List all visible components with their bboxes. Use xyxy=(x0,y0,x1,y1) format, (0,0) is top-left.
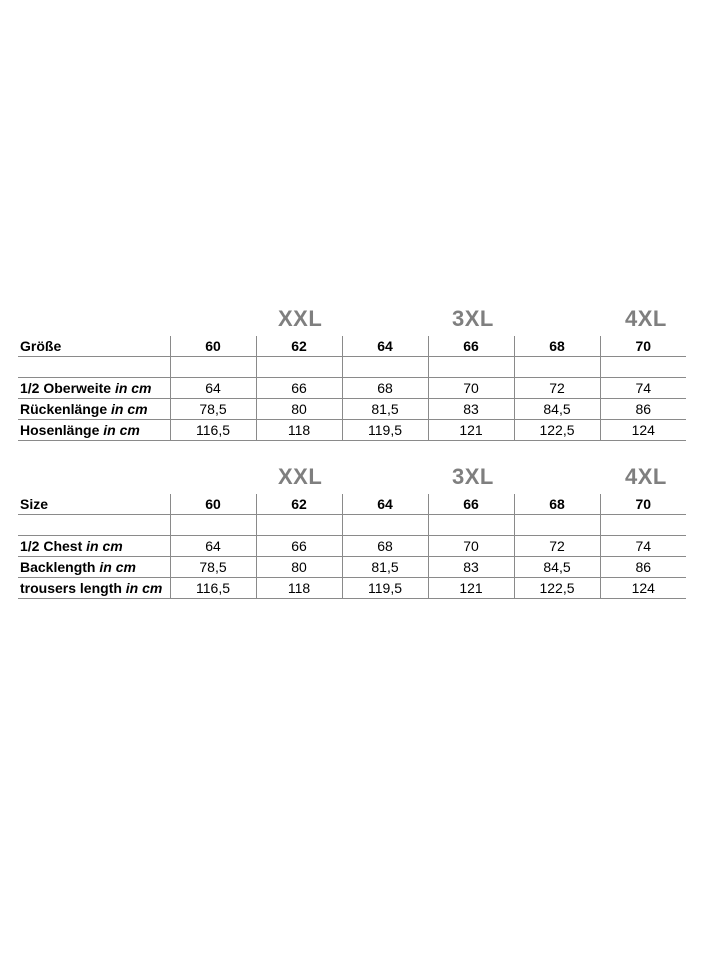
value-cell: 116,5 xyxy=(170,578,256,599)
row-label xyxy=(18,536,170,557)
value-cell: 64 xyxy=(170,536,256,557)
value-cell: 84,5 xyxy=(514,557,600,578)
table-header-row xyxy=(18,336,686,357)
value-cell: 66 xyxy=(256,378,342,399)
value-cell: 80 xyxy=(256,399,342,420)
table-row xyxy=(18,557,686,578)
value-cell: 72 xyxy=(514,536,600,557)
row-label xyxy=(18,420,170,441)
value-cell: 86 xyxy=(600,399,686,420)
value-cell: 119,5 xyxy=(342,578,428,599)
value-cell: 83 xyxy=(428,557,514,578)
value-cell: 121 xyxy=(428,420,514,441)
value-cell: 124 xyxy=(600,420,686,441)
value-cell: 64 xyxy=(170,378,256,399)
size-cell: 68 xyxy=(514,494,600,515)
size-label-xxl: XXL xyxy=(278,306,323,331)
size-label-3xl: 3XL xyxy=(452,464,494,489)
size-chart-german xyxy=(18,306,686,441)
value-cell: 118 xyxy=(256,578,342,599)
row-label-text: Hosenlänge xyxy=(20,422,100,438)
table-row xyxy=(18,536,686,557)
size-cell: 68 xyxy=(514,336,600,357)
row-label xyxy=(18,378,170,399)
value-cell: 86 xyxy=(600,557,686,578)
value-cell: 83 xyxy=(428,399,514,420)
table-spacer-row xyxy=(18,357,686,378)
size-cell: 60 xyxy=(170,494,256,515)
value-cell: 122,5 xyxy=(514,578,600,599)
size-cell: 64 xyxy=(342,494,428,515)
value-cell: 78,5 xyxy=(170,557,256,578)
measurement-table xyxy=(18,494,686,599)
row-label-text: Backlength xyxy=(20,559,96,575)
value-cell: 70 xyxy=(428,536,514,557)
size-label-4xl: 4XL xyxy=(625,306,667,331)
size-cell: 60 xyxy=(170,336,256,357)
value-cell: 78,5 xyxy=(170,399,256,420)
size-cell: 66 xyxy=(428,336,514,357)
table-header-row xyxy=(18,494,686,515)
size-chart-english xyxy=(18,464,686,599)
value-cell: 74 xyxy=(600,378,686,399)
value-cell: 74 xyxy=(600,536,686,557)
value-cell: 116,5 xyxy=(170,420,256,441)
size-label-4xl: 4XL xyxy=(625,464,667,489)
table-row xyxy=(18,420,686,441)
size-cell: 70 xyxy=(600,494,686,515)
value-cell: 121 xyxy=(428,578,514,599)
value-cell: 124 xyxy=(600,578,686,599)
header-label: Size xyxy=(18,494,170,515)
value-cell: 122,5 xyxy=(514,420,600,441)
value-cell: 68 xyxy=(342,378,428,399)
value-cell: 84,5 xyxy=(514,399,600,420)
value-cell: 72 xyxy=(514,378,600,399)
size-label-xxl: XXL xyxy=(278,464,323,489)
row-unit: in cm xyxy=(114,380,152,396)
size-label-row xyxy=(18,464,686,494)
row-label xyxy=(18,578,170,599)
row-label xyxy=(18,399,170,420)
header-label: Größe xyxy=(18,336,170,357)
value-cell: 119,5 xyxy=(342,420,428,441)
value-cell: 80 xyxy=(256,557,342,578)
row-label xyxy=(18,557,170,578)
row-label-text: Rückenlänge xyxy=(20,401,108,417)
measurement-table xyxy=(18,336,686,441)
row-unit: in cm xyxy=(86,538,123,554)
row-unit: in cm xyxy=(99,559,136,575)
value-cell: 81,5 xyxy=(342,399,428,420)
row-label-text: trousers length xyxy=(20,580,122,596)
size-cell: 64 xyxy=(342,336,428,357)
size-cell: 62 xyxy=(256,336,342,357)
table-row xyxy=(18,578,686,599)
size-cell: 66 xyxy=(428,494,514,515)
size-label-3xl: 3XL xyxy=(452,306,494,331)
table-row xyxy=(18,399,686,420)
table-spacer-row xyxy=(18,515,686,536)
value-cell: 70 xyxy=(428,378,514,399)
row-unit: in cm xyxy=(111,401,148,417)
size-cell: 62 xyxy=(256,494,342,515)
row-unit: in cm xyxy=(125,580,163,596)
row-unit: in cm xyxy=(103,422,140,438)
size-cell: 70 xyxy=(600,336,686,357)
value-cell: 68 xyxy=(342,536,428,557)
value-cell: 66 xyxy=(256,536,342,557)
row-label-text: 1/2 Oberweite xyxy=(20,380,112,396)
row-label-text: 1/2 Chest xyxy=(20,538,83,554)
value-cell: 81,5 xyxy=(342,557,428,578)
value-cell: 118 xyxy=(256,420,342,441)
table-row xyxy=(18,378,686,399)
size-label-row xyxy=(18,306,686,336)
